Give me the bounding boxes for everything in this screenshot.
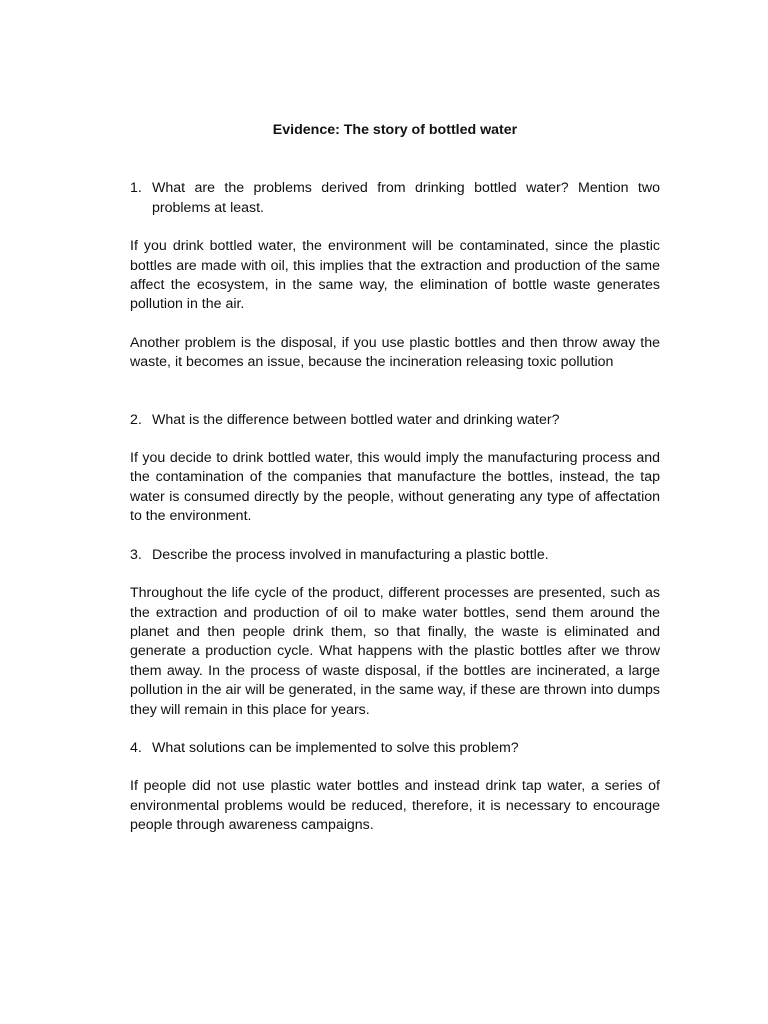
question-number: 1.	[130, 180, 142, 197]
question-1	[130, 179, 660, 218]
question-number: 2.	[130, 411, 142, 428]
question-text: Describe the process involved in manufacturing a plastic bottle.	[152, 546, 549, 563]
answer-paragraph: If you drink bottled water, the environment will be contaminated, since the plastic bottles are made with oil, this implies that the extraction and production of the same affect the ecosystem, in the same way, the elimination of bottle waste generates pollution in the air.	[130, 238, 660, 313]
document-page	[130, 121, 660, 836]
question-2	[130, 411, 660, 430]
question-3	[130, 546, 660, 565]
answer-paragraph: Another problem is the disposal, if you use plastic bottles and then throw away the waste, it becomes an issue, because the incineration releasing toxic pollution	[130, 334, 660, 371]
question-4	[130, 739, 660, 758]
answer-paragraph: If people did not use plastic water bottles and instead drink tap water, a series of environmental problems would be reduced, therefore, it is necessary to encourage people through awareness campaigns.	[130, 778, 660, 834]
question-number: 4.	[130, 739, 142, 756]
question-text: What solutions can be implemented to solve this problem?	[152, 739, 519, 756]
question-text: What are the problems derived from drinking bottled water? Mention two problems at least.	[152, 180, 660, 216]
question-text: What is the difference between bottled water and drinking water?	[152, 411, 560, 428]
answer-paragraph: Throughout the life cycle of the product, different processes are presented, such as the extraction and production of oil to make water bottles, send them around the planet and then people drink them, so that finally, the waste is eliminated and generate a production cycle. What happens with the plastic bottles after we throw them away. In the process of waste disposal, if the bottles are incinerated, a large pollution in the air will be generated, in the same way, if these are thrown into dumps they will remain in this place for years.	[130, 585, 660, 718]
document-title: Evidence: The story of bottled water	[272, 122, 518, 138]
question-number: 3.	[130, 546, 142, 563]
answer-paragraph: If you decide to drink bottled water, this would imply the manufacturing process and the contamination of the companies that manufacture the bottles, instead, the tap water is consumed directly by the people, without generating any type of affectation to the environment.	[130, 450, 660, 525]
